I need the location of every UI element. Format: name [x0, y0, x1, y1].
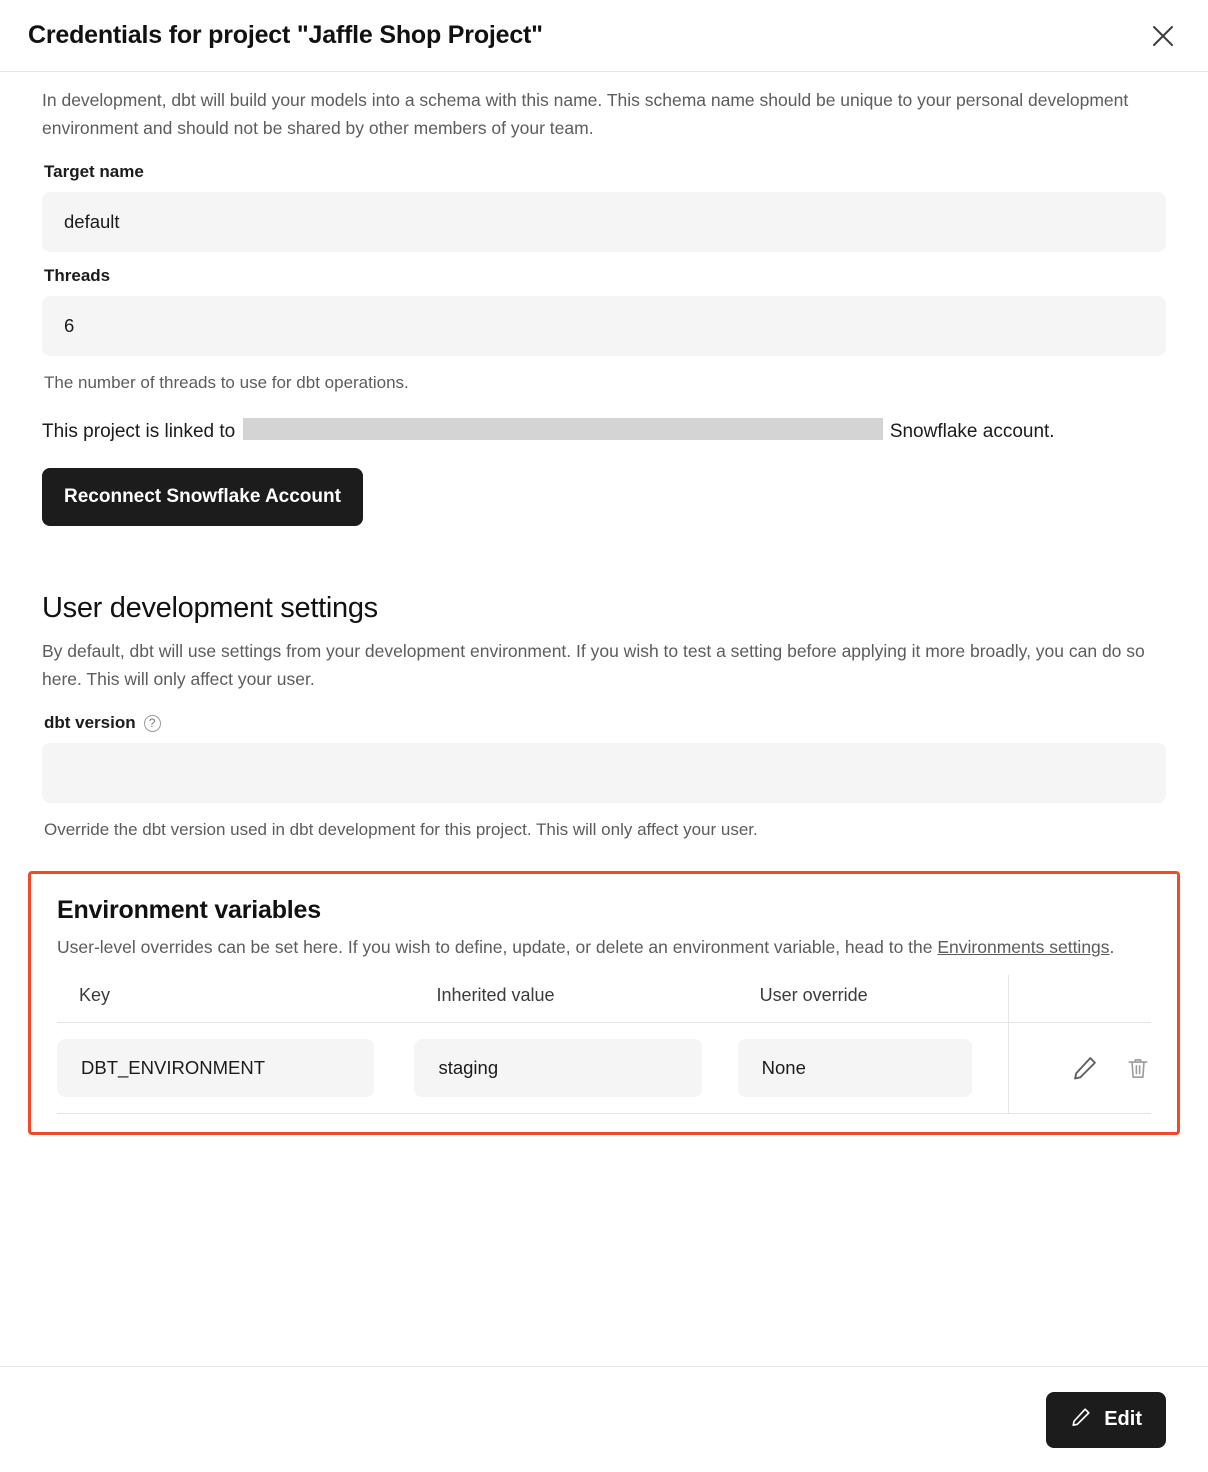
dbt-version-input[interactable]: [42, 743, 1166, 803]
environment-variables-description: [57, 933, 1151, 961]
dbt-version-label: [44, 713, 1166, 733]
reconnect-snowflake-button[interactable]: Reconnect Snowflake Account: [42, 468, 363, 526]
env-var-key: DBT_ENVIRONMENT: [57, 1039, 374, 1097]
table-header-row: [57, 975, 1151, 1023]
edit-button[interactable]: [1046, 1392, 1166, 1448]
linked-account-text: [42, 414, 1142, 450]
threads-label-text: Threads: [44, 266, 111, 285]
environments-settings-link[interactable]: Environments settings: [937, 937, 1110, 957]
target-name-label-text: Target name: [44, 162, 144, 181]
dbt-version-label-text: dbt version: [44, 713, 136, 732]
edit-button-label: Edit: [1104, 1408, 1142, 1430]
redacted-account-name: [243, 418, 883, 440]
cell-actions: [1009, 1023, 1152, 1114]
env-var-inherited-value: staging: [414, 1039, 701, 1097]
user-development-settings-title: User development settings: [42, 592, 378, 624]
env-var-user-override: None: [738, 1039, 972, 1097]
threads-input[interactable]: 6: [42, 296, 1166, 356]
dev-schema-description: In development, dbt will build your models into a schema with this name. This schema name should be unique to your personal development environment and should not be shared by other members of your team.: [42, 90, 1129, 138]
environment-variables-title: Environment variables: [57, 896, 321, 924]
column-header-user-override: User override: [738, 975, 1009, 1023]
target-name-label: [44, 162, 1166, 182]
column-header-actions: [1009, 975, 1152, 1023]
table-row: [57, 1023, 1151, 1114]
user-development-settings-description: By default, dbt will use settings from your development environment. If you wish to test a setting before applying it more broadly, you can do so here. This will only affect your user.: [42, 641, 1145, 689]
column-header-inherited-value: Inherited value: [414, 975, 737, 1023]
env-desc-before: User-level overrides can be set here. If you wish to define, update, or delete an environment variable, head to the: [57, 937, 938, 957]
pencil-icon: [1070, 1406, 1092, 1434]
column-header-key: Key: [57, 975, 414, 1023]
env-desc-after: .: [1109, 937, 1115, 957]
cell-key: [57, 1023, 414, 1114]
threads-label: [44, 266, 1166, 286]
environment-variables-section: [28, 871, 1180, 1135]
modal-header: [0, 0, 1208, 72]
cell-override: [738, 1023, 1009, 1114]
linked-account-suffix: Snowflake account.: [889, 421, 1055, 442]
target-name-input[interactable]: default: [42, 192, 1166, 252]
dbt-version-helper: Override the dbt version used in dbt development for this project. This will only affect your user.: [44, 820, 758, 839]
trash-icon[interactable]: [1125, 1055, 1151, 1081]
close-icon[interactable]: [1146, 19, 1180, 53]
modal-footer: [0, 1366, 1208, 1472]
environment-variables-table: [57, 975, 1151, 1114]
threads-helper: The number of threads to use for dbt operations.: [44, 373, 409, 392]
row-actions: [1009, 1054, 1151, 1082]
help-circle-icon[interactable]: ?: [144, 715, 161, 732]
page-title: Credentials for project "Jaffle Shop Project": [28, 21, 543, 49]
modal-body: [0, 72, 1208, 1366]
cell-inherited: [414, 1023, 737, 1114]
pencil-icon[interactable]: [1071, 1054, 1099, 1082]
linked-account-prefix: This project is linked to: [42, 421, 236, 442]
